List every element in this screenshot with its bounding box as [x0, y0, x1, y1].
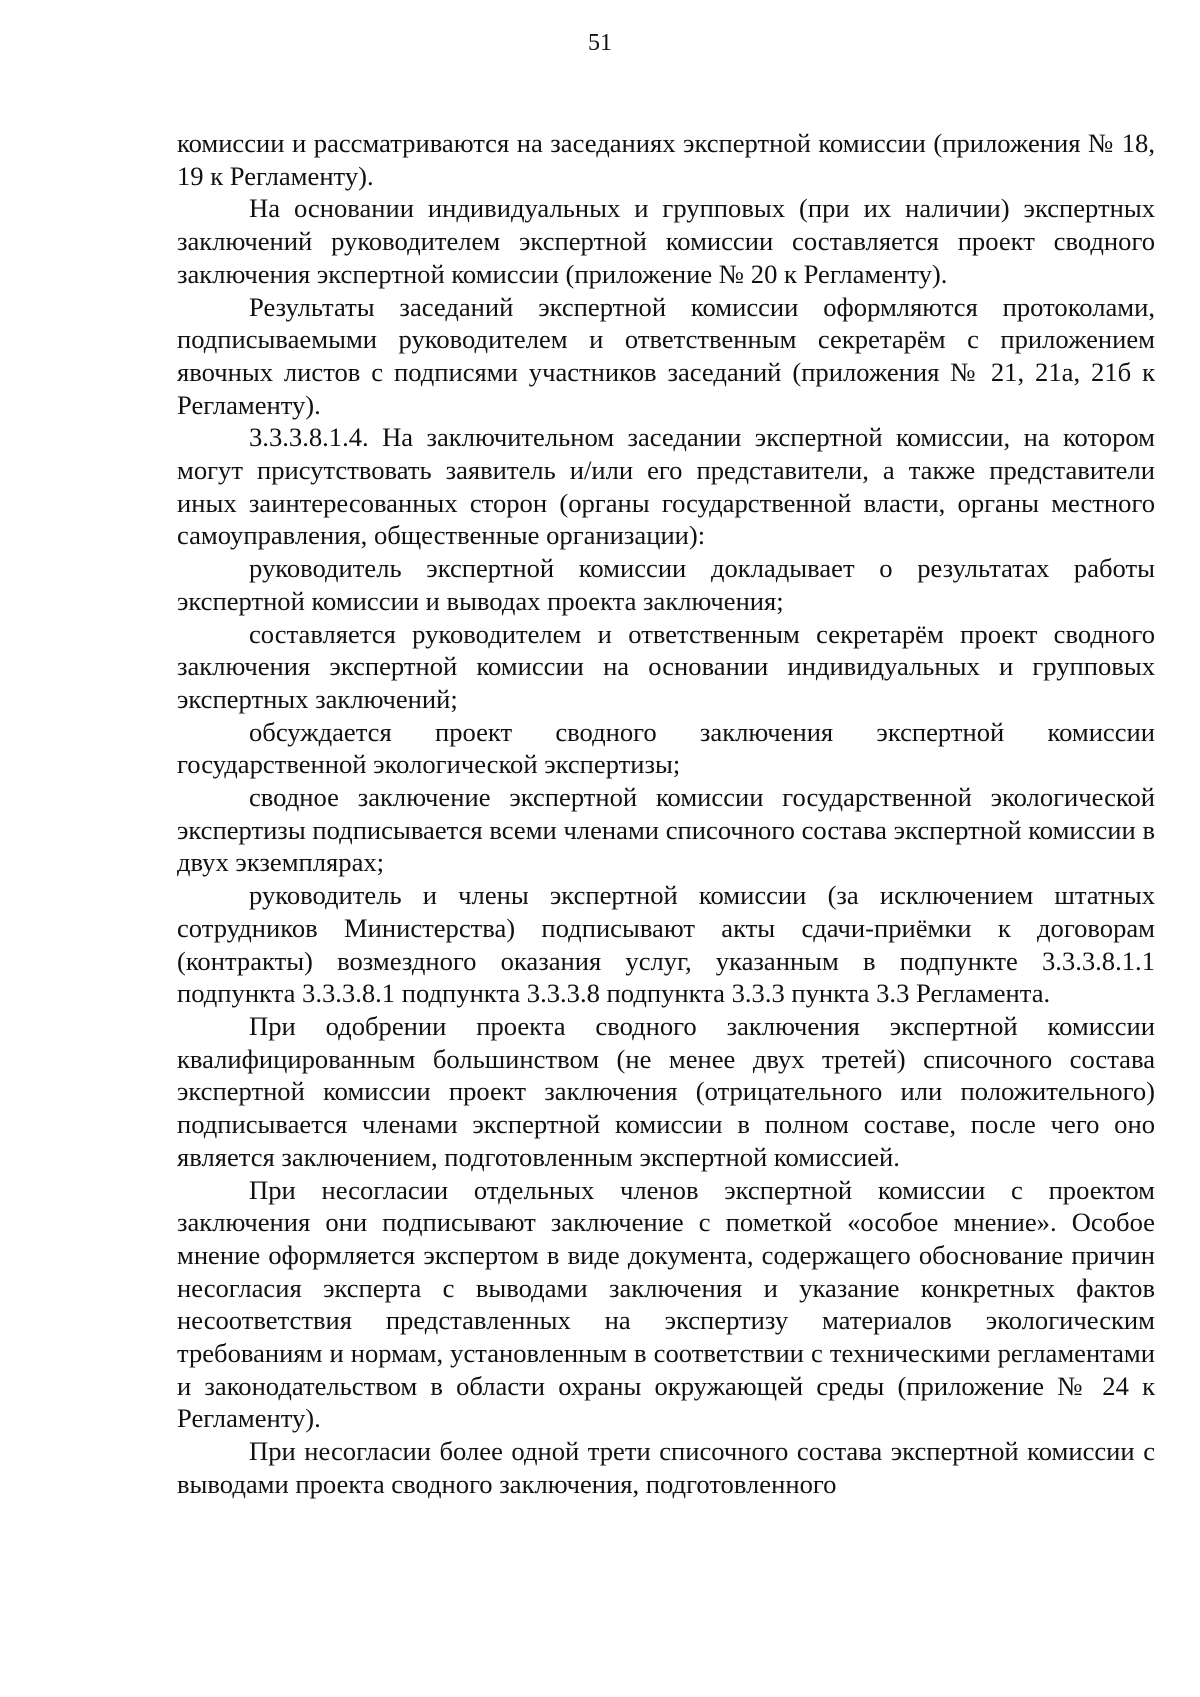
document-body: [177, 127, 1155, 1501]
list-item-paragraph: руководитель экспертной комиссии докладывает о результатах работы экспертной комиссии и выводах проекта заключения;: [177, 553, 1155, 616]
paragraph-clause-3-3-3-8-1-4: 3.3.3.8.1.4. На заключительном заседании экспертной комиссии, на котором могут присутствовать заявитель и/или его представители, а также представители иных заинтересованных сторон (органы государственной власти, органы местного самоуправления, общественные организации):: [177, 422, 1155, 551]
paragraph: На основании индивидуальных и групповых (при их наличии) экспертных заключений руководителем экспертной комиссии составляется проект сводного заключения экспертной комиссии (приложение № 20 к Регламенту).: [177, 193, 1155, 289]
list-item-paragraph: сводное заключение экспертной комиссии государственной экологической экспертизы подписывается всеми членами списочного состава экспертной комиссии в двух экземплярах;: [177, 782, 1155, 878]
paragraph-continuation: комиссии и рассматриваются на заседаниях экспертной комиссии (приложения № 18, 19 к Регламенту).: [177, 128, 1155, 191]
list-item-paragraph: руководитель и члены экспертной комиссии (за исключением штатных сотрудников Министерства) подписывают акты сдачи-приёмки к договорам (контракты) возмездного оказания услуг, указанным в подпункте 3.3.3.8.1.1 подпункта 3.3.3.8.1 подпункта 3.3.3.8 подпункта 3.3.3 пункта 3.3 Регламента.: [177, 880, 1155, 1009]
paragraph: При несогласии отдельных членов экспертной комиссии с проектом заключения они подписывают заключение с пометкой «особое мнение». Особое мнение оформляется экспертом в виде документа, содержащего обоснование причин несогласия эксперта с выводами заключения и указание конкретных фактов несоответствия представленных на экспертизу материалов экологическим требованиям и нормам, установленным в соответствии с техническими регламентами и законодательством в области охраны окружающей среды (приложение № 24 к Регламенту).: [177, 1174, 1155, 1434]
list-item-paragraph: обсуждается проект сводного заключения экспертной комиссии государственной экологической экспертизы;: [177, 716, 1155, 780]
paragraph: При несогласии более одной трети списочного состава экспертной комиссии с выводами проекта сводного заключения, подготовленного: [177, 1436, 1155, 1499]
page-number: 51: [588, 30, 612, 56]
paragraph: При одобрении проекта сводного заключения экспертной комиссии квалифицированным большинством (не менее двух третей) списочного состава экспертной комиссии проект заключения (отрицательного или положительного) подписывается членами экспертной комиссии в полном составе, после чего оно является заключением, подготовленным экспертной комиссией.: [177, 1010, 1155, 1172]
paragraph: Результаты заседаний экспертной комиссии оформляются протоколами, подписываемыми руководителем и ответственным секретарём с приложением явочных листов с подписями участников заседаний (приложения № 21, 21а, 21б к Регламенту).: [177, 291, 1155, 420]
list-item-paragraph: составляется руководителем и ответственным секретарём проект сводного заключения экспертной комиссии на основании индивидуальных и групповых экспертных заключений;: [177, 618, 1155, 714]
